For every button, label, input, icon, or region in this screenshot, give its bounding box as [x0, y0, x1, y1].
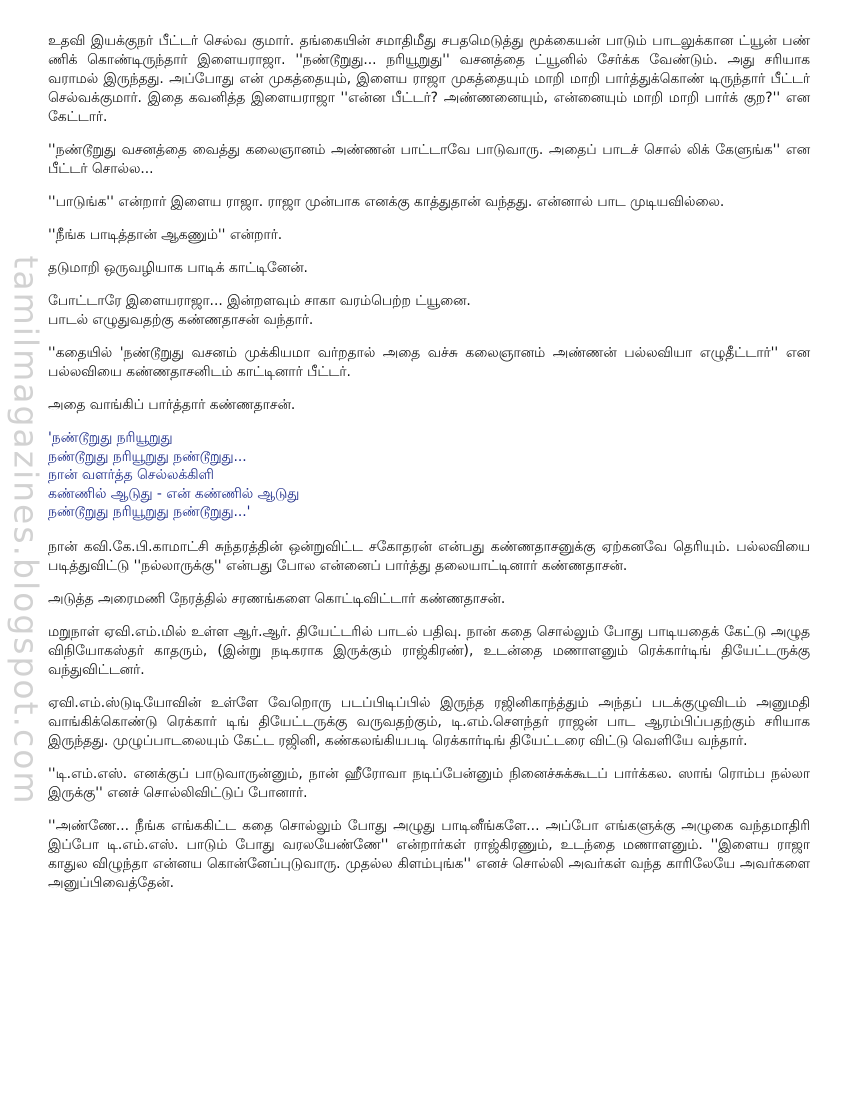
paragraph: அதை வாங்கிப் பார்த்தார் கண்ணதாசன். [48, 397, 296, 413]
watermark-text: tamilmagazines.blogspot.com [6, 254, 46, 806]
lyric-line: நண்டூறுது நரியூறுது நண்டூறுது...' [48, 504, 251, 520]
paragraph: ''பாடுங்க'' என்றார் இளைய ராஜா. ராஜா முன்பாக எனக்கு காத்துதான் வந்தது. என்னால் பாட முடியவில்லை. [48, 194, 725, 210]
lyric-line: கண்ணில் ஆடுது - என் கண்ணில் ஆடுது [48, 485, 300, 502]
watermark [6, 160, 46, 900]
song-lyrics [48, 429, 810, 522]
paragraph: ''டி.எம்.எஸ். எனக்குப் பாடுவாருன்னும், நான் ஹீரோவா நடிப்பேன்னும் நினைச்சுக்கூடப் பார்க்கல. ஸாங் ரொம்ப நல்லா இருக்கு'' எனச் சொல்லிவிட்டுப் போனார். [48, 765, 810, 801]
lyric-line: நான் வளர்த்த செல்லக்கிளி [48, 467, 214, 483]
paragraph: நான் கவி.கே.பி.காமாட்சி சுந்தரத்தின் ஒன்றுவிட்ட சகோதரன் என்பது கண்ணதாசனுக்கு ஏற்கனவே தெரியும். பல்லவியை படித்துவிட்டு ''நல்லாருக்கு'' என்பது போல என்னைப் பார்த்து தலையாட்டினார் கண்ணதாசன். [48, 538, 810, 574]
paragraph: மறுநாள் ஏவி.எம்.மில் உள்ள ஆர்.ஆர். தியேட்டரில் பாடல் பதிவு. நான் கதை சொல்லும் போது பாடியதைக் கேட்டு அழுத விநியோகஸ்தர் காதரும், (இன்று நடிகராக இருக்கும் ராஜ்கிரண்), உடன்தை மணாளனும் ரெக்கார்டிங் தியேட்டருக்கு வந்துவிட்டனர். [48, 623, 810, 678]
paragraph: தடுமாறி ஒருவழியாக பாடிக் காட்டினேன். [48, 260, 308, 276]
paragraph: பாடல் எழுதுவதற்கு கண்ணதாசன் வந்தார். [48, 312, 314, 328]
paragraph: உதவி இயக்குநர் பீட்டர் செல்வ குமார். தங்கையின் சமாதிமீது சபதமெடுத்து மூக்கையன் பாடும் பாடலுக்கான ட்யூன் பண் ணிக் கொண்டிருந்தார் இளையராஜா. ''நண்டூறுது... நரியூறுது'' வசனத்தை ட்யூனில் சேர்க்க வேண்டும். அது சரியாக வராமல் இருந்தது. அப்போது என் முகத்தையும், இளைய ராஜா முகத்தையும் மாறி மாறி பார்த்துக்கொண் டிருந்தார் பீட்டர் செல்வக்குமார். இதை கவனித்த இளையராஜா ''என்ன பீட்டர்? அண்ணனையும், என்னையும் மாறி மாறி பார்க் குற?'' என கேட்டார். [48, 33, 810, 125]
paragraph: ''கதையில் 'நண்டூறுது வசனம் முக்கியமா வர்றதால் அதை வச்சு கலைஞானம் அண்ணன் பல்லவியா எழுதீட்டார்'' என பல்லவியை கண்ணதாசனிடம் காட்டினார் பீட்டர். [48, 345, 810, 380]
article-body [48, 32, 810, 907]
paragraph: ''அண்ணே... நீங்க எங்ககிட்ட கதை சொல்லும் போது அழுது பாடினீங்களே... அப்போ எங்களுக்கு அழுகை வந்தமாதிரி இப்போ டி.எம்.எஸ். பாடும் போது வரலயேண்ணே'' என்றார்கள் ராஜ்கிரணும், உடந்தை மணாளனும். ''இளைய ராஜா காதுல விழுந்தா என்னய கொன்னேப்புடுவாரு. முதல்ல கிளம்புங்க'' எனச் சொல்லி அவர்கள் வந்த காரிலேயே அவர்களை அனுப்பிவைத்தேன். [48, 817, 810, 891]
paragraph: போட்டாரே இளையராஜா... இன்றளவும் சாகா வரம்பெற்ற ட்யூனை. [48, 293, 471, 309]
paragraph: ''நண்டூறுது வசனத்தை வைத்து கலைஞானம் அண்ணன் பாட்டாவே பாடுவாரு. அதைப் பாடச் சொல் லிக் கேளுங்க'' என பீட்டர் சொல்ல... [48, 142, 810, 177]
lyric-line: நண்டூறுது நரியூறுது நண்டூறுது... [48, 448, 247, 465]
paragraph: அடுத்த அரைமணி நேரத்தில் சரணங்களை கொட்டிவிட்டார் கண்ணதாசன். [48, 590, 506, 607]
paragraph: ''நீங்க பாடித்தான் ஆகணும்'' என்றார். [48, 227, 283, 243]
lyric-line: 'நண்டூறுது நரியூறுது [48, 430, 173, 446]
paragraph: ஏவி.எம்.ஸ்டுடியோவின் உள்ளே வேறொரு படப்பிடிப்பில் இருந்த ரஜினிகாந்த்தும் அந்தப் படக்குழுவிடம் அனுமதி வாங்கிக்கொண்டு ரெக்கார் டிங் தியேட்டருக்கு வருவதற்கும், டி.எம்.சௌந்தர் ராஜன் பாட ஆரம்பிப்பதற்கும் சரியாக இருந்தது. முழுப்பாடலையும் கேட்ட ரஜினி, கண்கலங்கியபடி ரெக்கார்டிங் தியேட்டரை விட்டு வெளியே வந்தார். [48, 694, 810, 749]
